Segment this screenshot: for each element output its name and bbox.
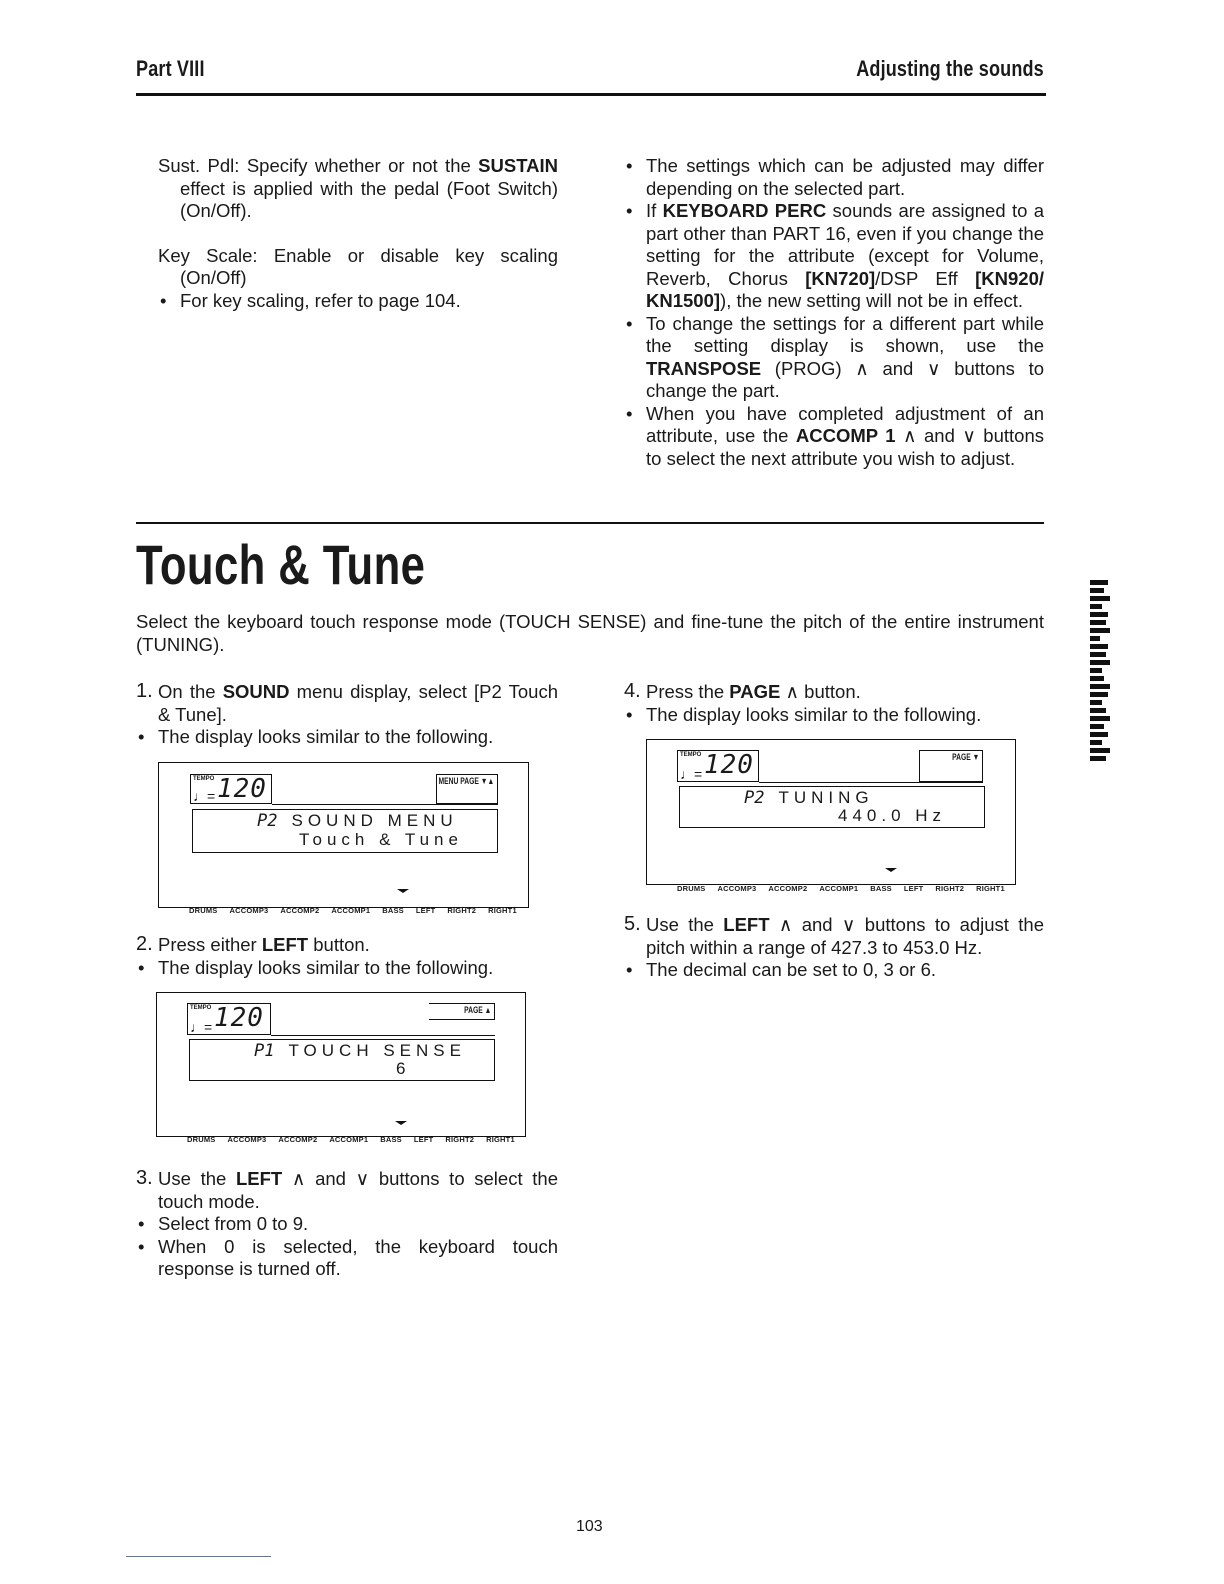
lcd-footer-labels: DRUMS ACCOMP3 ACCOMP2 ACCOMP1 BASS LEFT RIGHT2 RIGHT1 [187,1135,515,1144]
lcd-footer-labels: DRUMS ACCOMP3 ACCOMP2 ACCOMP1 BASS LEFT RIGHT2 RIGHT1 [189,906,517,915]
note-bullet-3: • To change the settings for a different part while the setting display is shown, use the TRANSPOSE (PROG) ∧ and ∨ buttons to change the part. [624,313,1044,403]
step-5-block [624,914,1044,982]
lcd-main-text: P2 SOUND MENU Touch & Tune [192,809,498,853]
step-4-bullet: • The display looks similar to the following. [624,704,1044,727]
lcd-display-tuning [646,739,1016,893]
step-2: 2. Press either LEFT button. [136,933,370,955]
step-4: 4. Press the PAGE ∧ button. [624,680,861,702]
page-indicator: MENU PAGE ▼▲ [436,774,498,804]
side-index-tabs [1090,580,1112,764]
step-3-bullet-1: • Select from 0 to 9. [136,1213,558,1236]
note-bullet-4: • When you have completed adjustment of an attribute, use the ACCOMP 1 ∧ and ∨ buttons to select the next attribute you wish to adjust. [624,403,1044,471]
bottom-line [126,1556,271,1557]
section-intro: Select the keyboard touch response mode (TOUCH SENSE) and fine-tune the pitch of the entire instrument (TUNING). [136,611,1044,655]
note-bullet-2: • If KEYBOARD PERC sounds are assigned to a part other than PART 16, even if you change the setting for the attribute (except for Volume, Reverb, Chorus [KN720]/DSP Eff [KN920/ KN1500]), the new setting will not be in effect. [624,200,1044,313]
lcd-main-text: P2 TUNING 440.0 Hz [679,786,985,828]
step-3: 3. Use the LEFT ∧ and ∨ buttons to select the touch mode. [136,1167,558,1212]
lcd-display-touch-sense [156,992,526,1144]
steps-left-column [136,681,558,749]
step-3-bullet-2: • When 0 is selected, the keyboard touch response is turned off. [136,1236,558,1281]
top-right-column [624,155,1044,470]
down-arrow-icon [395,1121,407,1125]
tempo-value: 120 [217,774,267,804]
chapter-title: Adjusting the sounds [856,56,1044,81]
step-5-bullet: • The decimal can be set to 0, 3 or 6. [624,959,1044,982]
top-left-column [158,155,558,312]
page-indicator: PAGE ▲ [429,1003,495,1020]
tempo-box: TEMPO ♩= 120 [677,750,759,782]
tempo-box: TEMPO ♩= 120 [190,774,272,804]
down-arrow-icon [885,868,897,872]
sust-pdl-paragraph: Sust. Pdl: Specify whether or not the SUSTAIN effect is applied with the pedal (Foot Switch) (On/Off). [158,155,558,221]
step-2-bullet: • The display looks similar to the following. [136,957,558,980]
header-rule [136,93,1046,96]
lcd-footer-labels: DRUMS ACCOMP3 ACCOMP2 ACCOMP1 BASS LEFT RIGHT2 RIGHT1 [677,884,1005,893]
part-label: Part VIII [136,56,205,81]
lcd-display-sound-menu [158,762,529,915]
page-indicator: PAGE ▼ [919,750,983,782]
section-title: Touch & Tune [136,533,426,596]
tempo-value: 120 [704,750,754,780]
tempo-value: 120 [214,1003,264,1033]
key-scale-paragraph: Key Scale: Enable or disable key scaling (On/Off) [158,244,558,288]
lcd-main-text: P1 TOUCH SENSE 6 [189,1039,495,1081]
step-4-block [624,681,1044,726]
section-rule [136,522,1044,524]
step-1-bullet: • The display looks similar to the following. [136,726,558,749]
key-scale-bullet: • For key scaling, refer to page 104. [158,290,558,313]
step-1: 1. On the SOUND menu display, select [P2 Touch & Tune]. [136,680,558,725]
down-arrow-icon [397,889,409,893]
page-number: 103 [576,1518,603,1535]
step-5: 5. Use the LEFT ∧ and ∨ buttons to adjust the pitch within a range of 427.3 to 453.0 Hz. [624,913,1044,958]
step-2-block [136,934,558,979]
note-bullet-1: • The settings which can be adjusted may differ depending on the selected part. [624,155,1044,200]
step-3-block [136,1168,558,1281]
tempo-box: TEMPO ♩= 120 [187,1003,271,1035]
